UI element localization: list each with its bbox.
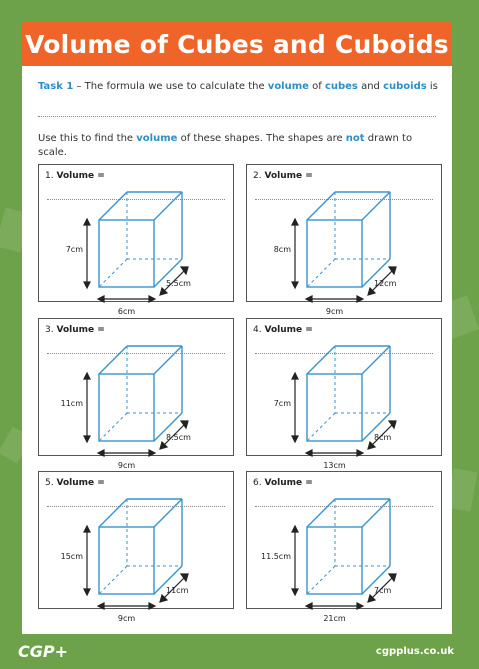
height-label: 7cm — [273, 399, 291, 408]
cuboid-edge — [99, 192, 127, 220]
cuboid-edges — [307, 346, 390, 441]
task-text-part: and — [357, 81, 384, 92]
cuboid-diagram — [247, 165, 441, 316]
task-text-part: of — [308, 81, 325, 92]
cuboid-hidden-edge — [99, 413, 127, 441]
shape-card — [246, 318, 442, 470]
cuboid-hidden-edges — [99, 192, 182, 287]
cuboid-hidden-edge — [307, 566, 335, 594]
cuboid-edge — [307, 499, 335, 527]
cuboid-hidden-edge — [99, 259, 127, 287]
cuboid-edge — [154, 192, 182, 220]
instruction-text — [38, 132, 438, 160]
cuboid-hidden-edges — [307, 499, 390, 594]
depth-label: 7cm — [374, 586, 392, 595]
shape-card — [38, 164, 234, 316]
shape-card — [246, 164, 442, 316]
instruction-part: drawn to scale. — [38, 133, 413, 158]
arrow-head — [357, 296, 363, 302]
volume-label: Volume = — [56, 325, 105, 335]
arrow-head — [84, 282, 90, 288]
task-text-part: is — [426, 81, 438, 92]
cuboid-edge — [307, 346, 335, 374]
height-label: 8cm — [273, 245, 291, 254]
question-number: 3. — [45, 325, 54, 335]
width-label: 9cm — [117, 614, 136, 623]
cuboid-diagram — [39, 472, 233, 623]
cuboid-edges — [99, 346, 182, 441]
height-label: 11.5cm — [260, 552, 291, 561]
cgp-logo: CGP+ — [18, 642, 69, 661]
cuboid-hidden-edge — [307, 413, 335, 441]
arrow-head — [292, 526, 298, 532]
shape-card — [38, 318, 234, 470]
instruction-part: Use this to find the — [38, 133, 137, 144]
cuboid-hidden-edge — [307, 259, 335, 287]
arrow-head — [149, 603, 155, 609]
arrow-head — [357, 603, 363, 609]
volume-label: Volume = — [56, 478, 105, 488]
cuboid-hidden-edge — [99, 566, 127, 594]
shape-card — [246, 471, 442, 623]
task-keyword: cuboids — [383, 81, 427, 92]
cuboid-edge — [307, 192, 335, 220]
height-label: 7cm — [65, 245, 83, 254]
cuboid-hidden-edges — [99, 346, 182, 441]
question-number: 1. — [45, 171, 54, 181]
page-title: Volume of Cubes and Cuboids — [25, 29, 449, 59]
footer-url[interactable]: cgpplus.co.uk — [375, 646, 454, 657]
cuboid-edge — [362, 346, 390, 374]
cuboid-hidden-edges — [307, 346, 390, 441]
instruction-keyword: not — [345, 133, 365, 144]
cuboid-edge — [362, 192, 390, 220]
arrow-head — [357, 450, 363, 456]
arrow-head — [84, 589, 90, 595]
cuboid-edge — [154, 499, 182, 527]
answer-line[interactable] — [38, 116, 436, 117]
height-label: 15cm — [60, 552, 83, 561]
cuboid-hidden-edges — [307, 192, 390, 287]
task-keyword: cubes — [324, 81, 358, 92]
depth-label: 11cm — [166, 586, 189, 595]
arrow-head — [149, 296, 155, 302]
instruction-keyword: volume — [136, 133, 178, 144]
width-label: 9cm — [117, 461, 136, 470]
task-text — [38, 80, 438, 94]
task-label: Task 1 — [38, 81, 74, 92]
cuboid-hidden-edges — [99, 499, 182, 594]
cuboid-edges — [307, 499, 390, 594]
width-label: 21cm — [323, 614, 346, 623]
height-label: 11cm — [60, 399, 83, 408]
arrow-head — [98, 450, 104, 456]
arrow-head — [98, 603, 104, 609]
cuboid-edge — [99, 499, 127, 527]
width-label: 6cm — [117, 307, 136, 316]
cuboid-edge — [99, 346, 127, 374]
arrow-head — [84, 373, 90, 379]
cuboid-diagram — [39, 165, 233, 316]
worksheet — [22, 66, 452, 634]
arrow-head — [306, 603, 312, 609]
task-text-part: – The formula we use to calculate the — [73, 81, 268, 92]
arrow-head — [292, 219, 298, 225]
arrow-head — [149, 450, 155, 456]
volume-label: Volume = — [264, 478, 313, 488]
task-keyword: volume — [267, 81, 309, 92]
width-label: 9cm — [325, 307, 344, 316]
arrow-head — [98, 296, 104, 302]
width-label: 13cm — [323, 461, 346, 470]
arrow-head — [306, 450, 312, 456]
cuboid-edge — [154, 346, 182, 374]
cuboid-edges — [99, 499, 182, 594]
volume-label: Volume = — [264, 325, 313, 335]
arrow-head — [306, 296, 312, 302]
arrow-head — [292, 589, 298, 595]
shape-card — [38, 471, 234, 623]
question-number: 4. — [253, 325, 262, 335]
title-bar — [22, 22, 452, 66]
cuboid-diagram — [247, 472, 441, 623]
cuboid-edges — [99, 192, 182, 287]
volume-label: Volume = — [56, 171, 105, 181]
depth-label: 8cm — [374, 433, 392, 442]
arrow-head — [84, 436, 90, 442]
question-number: 5. — [45, 478, 54, 488]
arrow-head — [292, 282, 298, 288]
cuboid-diagram — [39, 319, 233, 470]
depth-label: 12cm — [374, 279, 397, 288]
cuboid-edge — [362, 499, 390, 527]
depth-label: 8.5cm — [166, 433, 191, 442]
question-number: 6. — [253, 478, 262, 488]
instruction-part: of these shapes. The shapes are — [177, 133, 346, 144]
arrow-head — [292, 373, 298, 379]
question-number: 2. — [253, 171, 262, 181]
depth-label: 5.5cm — [166, 279, 191, 288]
volume-label: Volume = — [264, 171, 313, 181]
arrow-head — [84, 526, 90, 532]
arrow-head — [292, 436, 298, 442]
cuboid-edges — [307, 192, 390, 287]
arrow-head — [84, 219, 90, 225]
cuboid-diagram — [247, 319, 441, 470]
